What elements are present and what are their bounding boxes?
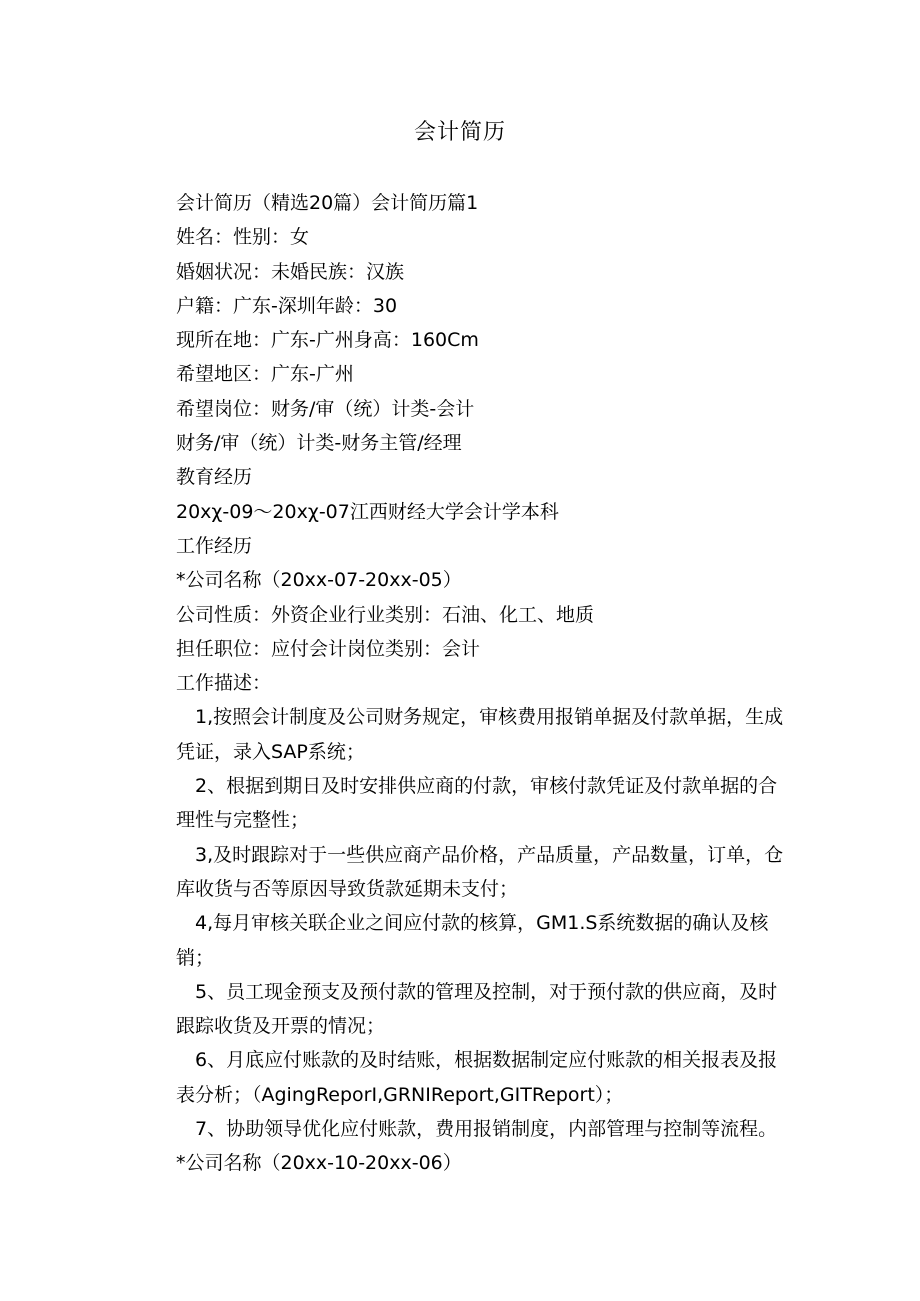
work-heading: 工作经历 [176,534,253,557]
desired-position-line: 希望岗位：财务/审（统）计类-会计 [176,397,475,420]
duty-item-7: 7、协助领导优化应付账款，费用报销制度，内部管理与控制等流程。 [195,1118,778,1141]
education-heading: 教育经历 [176,466,253,489]
duty-item-3: 3,及时跟踪对于一些供应商产品价格，产品质量，产品数量，订单，仓库收货与否等原因导致货款延期未支付； [176,843,784,900]
desired-position-line-2: 财务/审（统）计类-财务主管/经理 [176,432,462,455]
job-description-heading: 工作描述： [176,672,272,695]
name-gender-line: 姓名：性别：女 [176,226,310,249]
intro-line: 会计简历（精选20篇）会计简历篇1 [176,192,479,214]
duty-item-6: 6、月底应付账款的及时结账，根据数据制定应付账款的相关报表及报表分析；（AgingReporI,GRNIReport,GITReport）； [176,1049,778,1106]
duty-item-4: 4,每月审核关联企业之间应付款的核算，GM1.S系统数据的确认及核销； [176,912,769,969]
company-line-2: *公司名称（20xx-10-20xx-06） [176,1152,462,1175]
duty-item-5: 5、员工现金预支及预付款的管理及控制，对于预付款的供应商，及时跟踪收货及开票的情况； [176,980,778,1038]
company-nature-line: 公司性质：外资企业行业类别：石油、化工、地质 [176,603,595,626]
desired-region-line: 希望地区：广东-广州 [176,363,354,386]
duty-item-1: 1,按照会计制度及公司财务规定，审核费用报销单据及付款单据，生成凭证，录入SAP系统； [176,706,784,763]
location-height-line: 现所在地：广东-广州身高：160Cm [176,329,479,352]
document-body [176,186,792,1181]
hukou-age-line: 户籍：广东-深圳年龄：30 [176,294,398,317]
education-entry: 20xχ-09〜20xχ-07江西财经大学会计学本科 [176,500,559,523]
marital-ethnicity-line: 婚姻状况：未婚民族：汉族 [176,260,405,283]
company-line: *公司名称（20xx-07-20xx-05） [176,569,462,592]
job-title-line: 担任职位：应付会计岗位类别：会计 [176,637,481,660]
document-title: 会计简历 [413,120,506,145]
duty-item-2: 2、根据到期日及时安排供应商的付款，审核付款凭证及付款单据的合理性与完整性； [176,775,778,832]
